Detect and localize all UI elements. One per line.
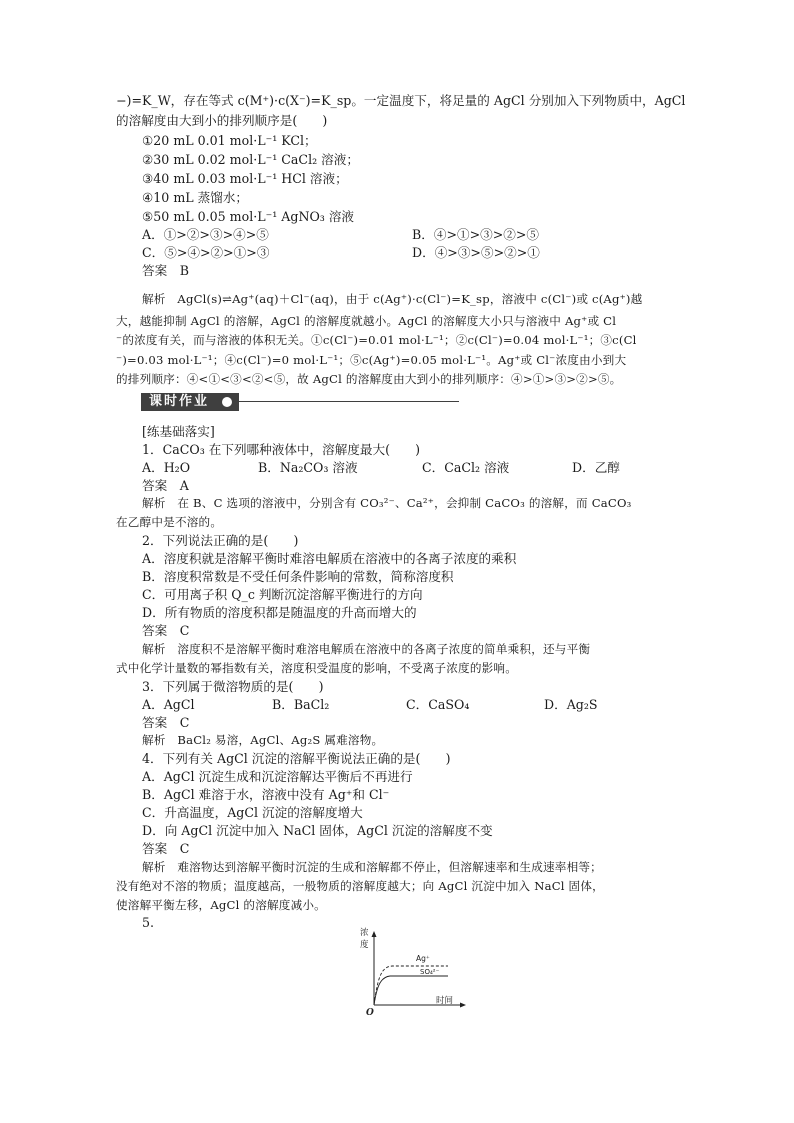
q3-analysis: 解析 BaCl₂ 易溶，AgCl、Ag₂S 属难溶物。 bbox=[142, 733, 384, 747]
q1-stem: 1．CaCO₃ 在下列哪种液体中，溶解度最大( ) bbox=[142, 442, 421, 457]
section-banner bbox=[141, 392, 459, 412]
intro-item-3: ③40 mL 0.03 mol·L⁻¹ HCl 溶液； bbox=[142, 171, 348, 186]
graph-so4-label: SO₄²⁻ bbox=[420, 968, 440, 976]
graph-x-arrow-icon bbox=[460, 1003, 466, 1008]
graph-origin: O bbox=[366, 1008, 374, 1017]
intro-item-1: ①20 mL 0.01 mol·L⁻¹ KCl； bbox=[142, 133, 317, 148]
section-divider bbox=[239, 401, 459, 402]
q4-answer: 答案 C bbox=[142, 841, 190, 856]
graph-ylabel-bottom: 度 bbox=[360, 940, 369, 950]
q2-answer: 答案 C bbox=[142, 623, 190, 638]
intro-option-a: A．①>②>③>④>⑤ bbox=[142, 227, 269, 242]
intro-item-4: ④10 mL 蒸馏水； bbox=[142, 190, 249, 205]
q3-stem: 3．下列属于微溶物质的是( ) bbox=[142, 679, 324, 694]
q2-stem: 2．下列说法正确的是( ) bbox=[142, 533, 299, 548]
graph-xlabel: 时间 bbox=[436, 996, 454, 1006]
q1-option-c: C．CaCl₂ 溶液 bbox=[422, 460, 510, 475]
q2-option-c: C．可用离子积 Q_c 判断沉淀溶解平衡进行的方向 bbox=[142, 587, 423, 602]
q1-analysis-1: 解析 在 B、C 选项的溶液中，分别含有 CO₃²⁻、Ca²⁺，会抑制 CaCO₃ 的溶解，而 CaCO₃ bbox=[142, 496, 632, 510]
q3-option-b: B．BaCl₂ bbox=[272, 697, 330, 712]
q4-option-a: A．AgCl 沉淀生成和沉淀溶解达平衡后不再进行 bbox=[142, 769, 413, 784]
q5-number: 5. bbox=[142, 915, 155, 930]
q4-option-c: C．升高温度，AgCl 沉淀的溶解度增大 bbox=[142, 805, 363, 820]
q1-option-b: B．Na₂CO₃ 溶液 bbox=[258, 460, 358, 475]
subsection-title: [练基础落实] bbox=[142, 424, 215, 439]
intro-analysis-2: 大，越能抑制 AgCl 的溶解，AgCl 的溶解度就越小。AgCl 的溶解度大小只与溶液中 Ag⁺或 Cl bbox=[116, 314, 617, 328]
bullet-dot-icon bbox=[222, 397, 232, 407]
intro-analysis-1: 解析 AgCl(s)⇌Ag⁺(aq)＋Cl⁻(aq)，由于 c(Ag⁺)·c(Cl⁻)=K_sp，溶液中 c(Cl⁻)或 c(Ag⁺)越 bbox=[142, 292, 643, 306]
q4-stem: 4．下列有关 AgCl 沉淀的溶解平衡说法正确的是( ) bbox=[142, 751, 451, 766]
graph-y-arrow-icon bbox=[372, 931, 377, 937]
intro-line-2: 的溶解度由大到小的排列顺序是( ) bbox=[116, 113, 328, 128]
intro-option-c: C．⑤>④>②>①>③ bbox=[142, 245, 270, 260]
q4-option-d: D．向 AgCl 沉淀中加入 NaCl 固体，AgCl 沉淀的溶解度不变 bbox=[142, 823, 493, 838]
intro-line-1: −)=K_W，存在等式 c(M⁺)·c(X⁻)=K_sp。一定温度下，将足量的 AgCl 分别加入下列物质中，AgCl bbox=[116, 93, 686, 108]
q1-analysis-2: 在乙醇中是不溶的。 bbox=[116, 515, 223, 529]
q1-option-a: A．H₂O bbox=[142, 460, 191, 475]
q1-answer: 答案 A bbox=[142, 478, 189, 493]
q3-answer: 答案 C bbox=[142, 715, 190, 730]
q3-option-c: C．CaSO₄ bbox=[406, 697, 470, 712]
q3-option-a: A．AgCl bbox=[142, 697, 195, 712]
q2-option-a: A．溶度积就是溶解平衡时难溶电解质在溶液中的各离子浓度的乘积 bbox=[142, 551, 517, 566]
graph-ylabel-top: 浓 bbox=[360, 928, 369, 938]
q3-option-d: D．Ag₂S bbox=[544, 697, 598, 712]
q4-analysis-1: 解析 难溶物达到溶解平衡时沉淀的生成和溶解都不停止，但溶解速率和生成速率相等； bbox=[142, 860, 602, 874]
intro-option-d: D．④>③>⑤>②>① bbox=[412, 245, 540, 260]
intro-item-2: ②30 mL 0.02 mol·L⁻¹ CaCl₂ 溶液； bbox=[142, 152, 359, 167]
intro-analysis-3: ⁻的浓度有关，而与溶液的体积无关。①c(Cl⁻)=0.01 mol·L⁻¹；②c(Cl⁻)=0.04 mol·L⁻¹；③c(Cl bbox=[116, 333, 637, 347]
intro-analysis-4: ⁻)=0.03 mol·L⁻¹；④c(Cl⁻)=0 mol·L⁻¹；⑤c(Ag⁺)=0.05 mol·L⁻¹。Ag⁺或 Cl⁻浓度由小到大 bbox=[116, 353, 627, 367]
intro-item-5: ⑤50 mL 0.05 mol·L⁻¹ AgNO₃ 溶液 bbox=[142, 209, 355, 224]
concentration-time-graph bbox=[352, 925, 472, 1017]
intro-answer: 答案 B bbox=[142, 263, 190, 278]
q4-option-b: B．AgCl 难溶于水，溶液中没有 Ag⁺和 Cl⁻ bbox=[142, 787, 390, 802]
graph-ag-label: Ag⁺ bbox=[416, 954, 430, 963]
section-title: 课时作业 bbox=[141, 393, 239, 411]
intro-analysis-5: 的排列顺序：④<①<③<②<⑤，故 AgCl 的溶解度由大到小的排列顺序：④>①>③>②>⑤。 bbox=[116, 372, 622, 386]
q4-analysis-3: 使溶解平衡左移，AgCl 的溶解度减小。 bbox=[116, 898, 326, 912]
q1-option-d: D．乙醇 bbox=[572, 460, 620, 475]
q2-analysis-2: 式中化学计量数的幂指数有关，溶度积受温度的影响，不受离子浓度的影响。 bbox=[116, 661, 517, 675]
q2-option-d: D．所有物质的溶度积都是随温度的升高而增大的 bbox=[142, 605, 417, 620]
q2-analysis-1: 解析 溶度积不是溶解平衡时难溶电解质在溶液中的各离子浓度的简单乘积，还与平衡 bbox=[142, 642, 591, 656]
intro-option-b: B．④>①>③>②>⑤ bbox=[412, 227, 540, 242]
q2-option-b: B．溶度积常数是不受任何条件影响的常数，简称溶度积 bbox=[142, 569, 454, 584]
q4-analysis-2: 没有绝对不溶的物质；温度越高，一般物质的溶解度越大；向 AgCl 沉淀中加入 NaCl 固体， bbox=[116, 879, 604, 893]
